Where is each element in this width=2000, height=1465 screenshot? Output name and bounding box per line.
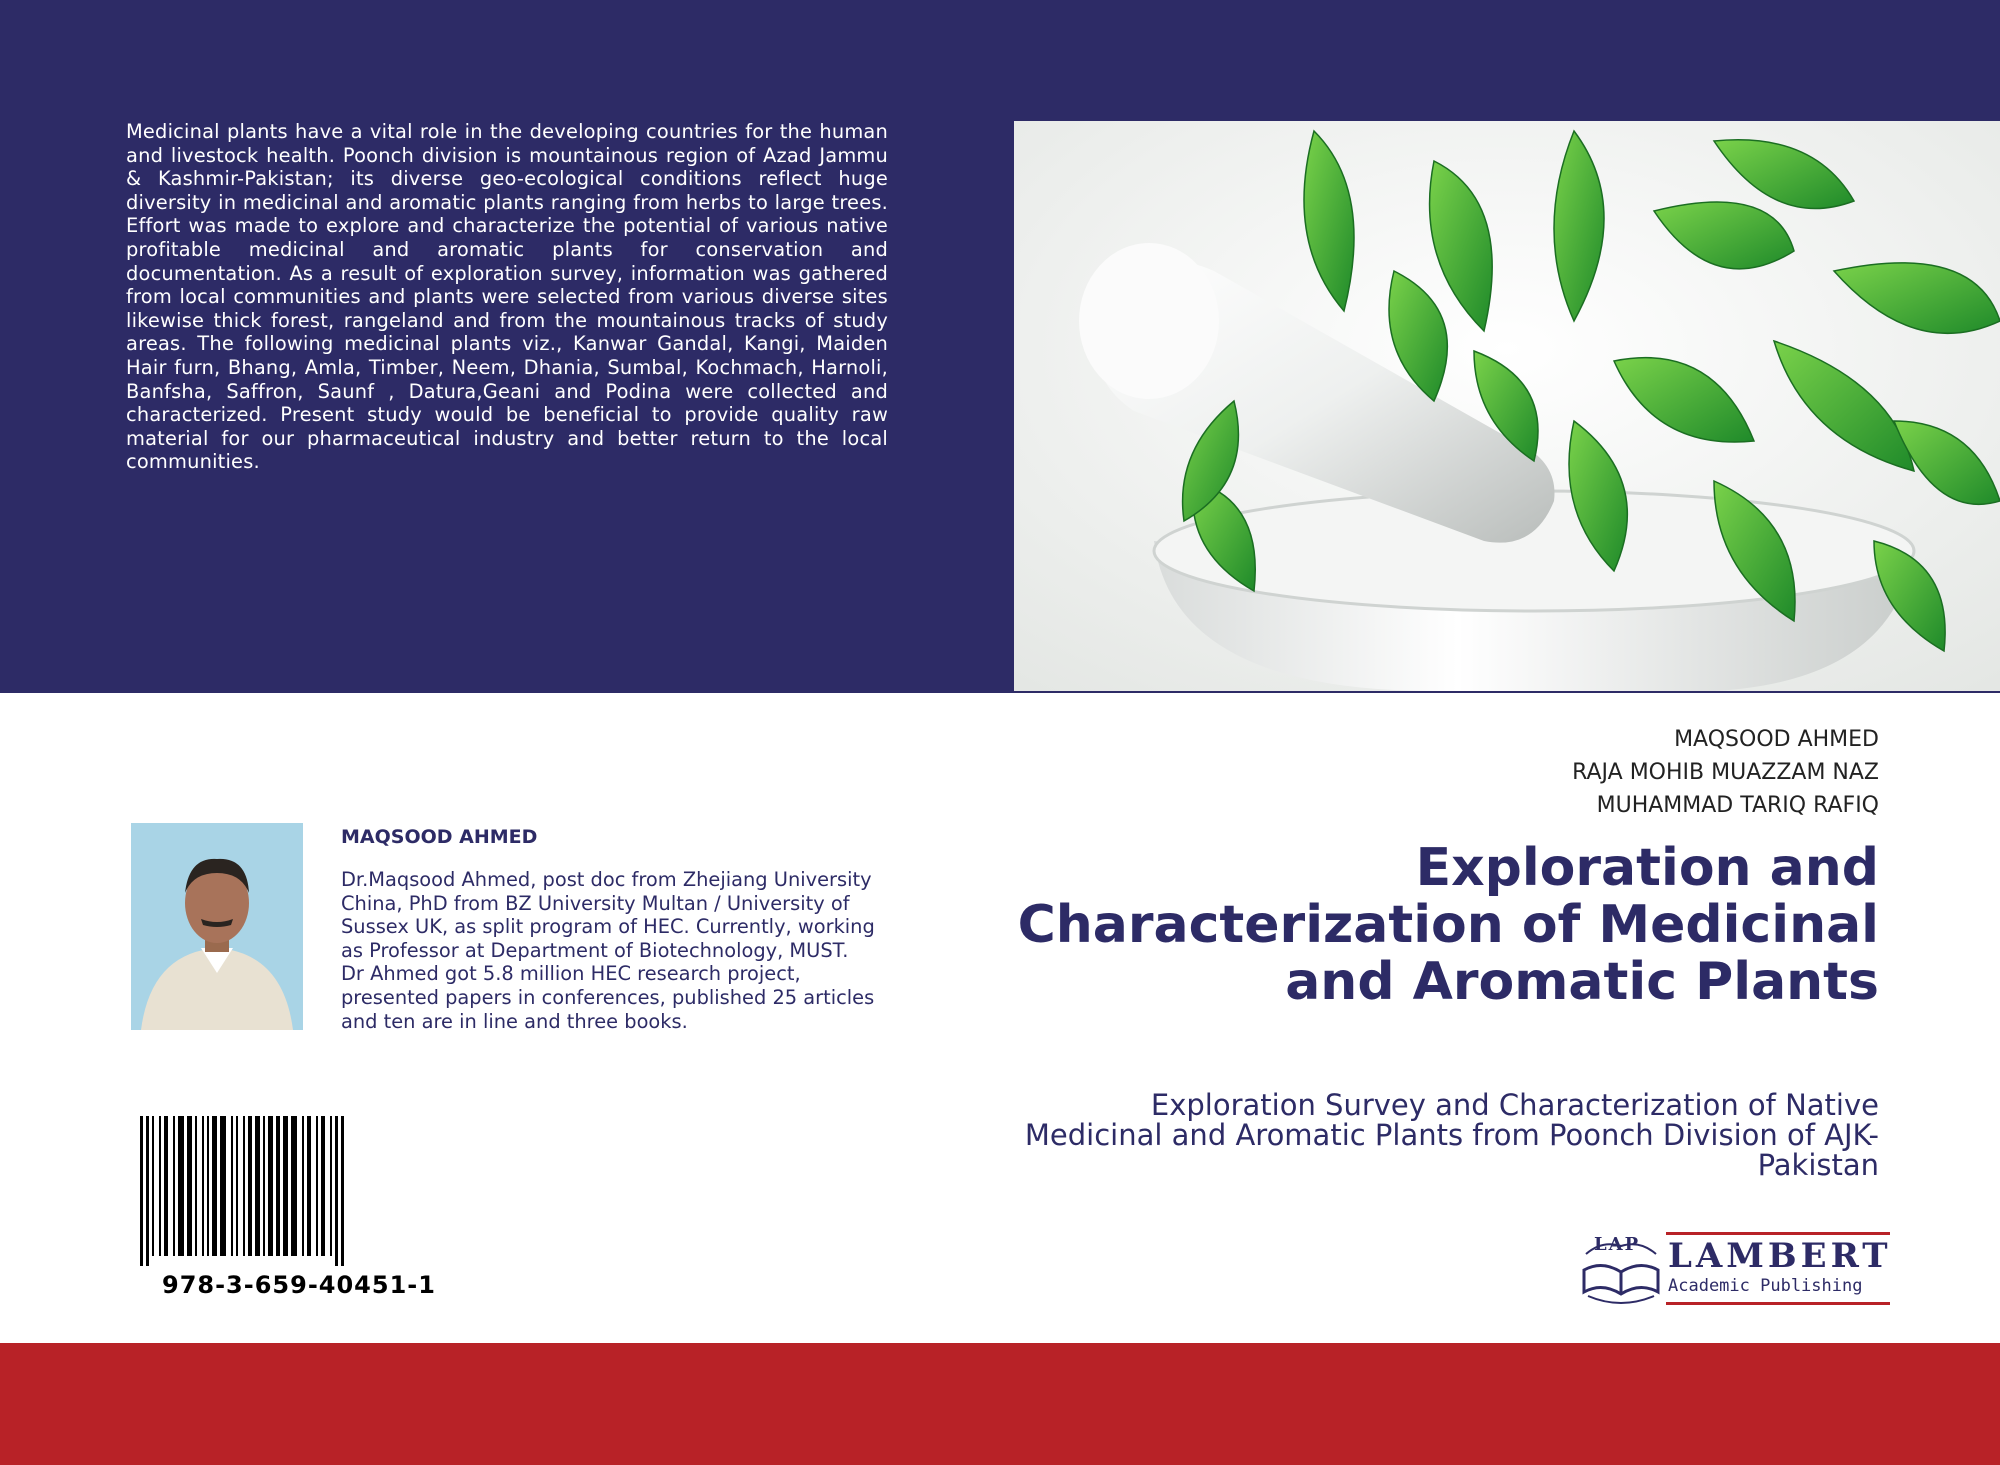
- barcode-bar: [207, 1116, 209, 1256]
- barcode-svg: [138, 1116, 420, 1266]
- barcode-bar: [283, 1116, 288, 1256]
- barcode-bar: [255, 1116, 260, 1256]
- barcode-icon: [138, 1116, 420, 1266]
- author-list: [1572, 723, 1879, 822]
- barcode-bar: [330, 1116, 332, 1256]
- barcode-bar: [152, 1116, 154, 1256]
- barcode-bar: [321, 1116, 325, 1256]
- bottom-band: [0, 1343, 2000, 1465]
- author-name: MUHAMMAD TARIQ RAFIQ: [1596, 793, 1879, 818]
- barcode-bar: [263, 1116, 265, 1256]
- book-subtitle: Exploration Survey and Characterization of Native Medicinal and Aromatic Plants from Poonch Division of AJK-Pakistan: [1024, 1088, 1879, 1182]
- barcode-bar: [231, 1116, 233, 1256]
- barcode-bar: [341, 1116, 344, 1266]
- logo-rule-top: [1666, 1232, 1890, 1235]
- publisher-name: LAMBERT: [1668, 1236, 1892, 1276]
- barcode-bar: [302, 1116, 304, 1256]
- book-title: Exploration and Characterization of Medicinal and Aromatic Plants: [1017, 838, 1879, 1012]
- barcode-bar: [268, 1116, 273, 1256]
- barcode-bar: [248, 1116, 252, 1256]
- barcode-bar: [316, 1116, 318, 1256]
- publisher-logo: [1578, 1230, 1890, 1310]
- barcode-bar: [307, 1116, 311, 1256]
- cover-photo-svg: [1014, 121, 2000, 691]
- author-name: MAQSOOD AHMED: [1674, 727, 1879, 752]
- barcode-bar: [212, 1116, 217, 1256]
- author-biography: Dr.Maqsood Ahmed, post doc from Zhejiang University China, PhD from BZ University Multan / University of Sussex UK, as split program of HEC. Currently, working as Professor at Department of Biotechnology, MUST. Dr Ahmed got 5.8 million HEC research project, presented papers in conferences, published 25 articles and ten are in line and three books.: [341, 868, 875, 1033]
- barcode-bar: [173, 1116, 175, 1256]
- publisher-mark: LAP: [1594, 1234, 1641, 1255]
- back-cover-blurb: Medicinal plants have a vital role in the developing countries for the human and livestock health. Poonch division is mountainous region of Azad Jammu & Kashmir-Pakistan; its diverse geo-ecological conditions reflect huge diversity in medicinal and aromatic plants ranging from herbs to large trees. Effort was made to explore and characterize the potential of various native profitable medicinal and aromatic plants for conservation and documentation. As a result of exploration survey, information was gathered from local communities and plants were selected from various diverse sites likewise thick forest, rangeland and from the mountainous tracks of study areas. The following medicinal plants viz., Kanwar Gandal, Kangi, Maiden Hair furn, Bhang, Amla, Timber, Neem, Dhania, Sumbal, Kochmach, Harnoli, Banfsha, Saffron, Saunf , Datura,Geani and Podina were collected and characterized. Present study would be beneficial to provide quality raw material for our pharmaceutical industry and better return to the local communities.: [126, 120, 888, 474]
- barcode-bar: [335, 1116, 338, 1266]
- barcode-bar: [146, 1116, 149, 1266]
- bio-author-name: MAQSOOD AHMED: [341, 826, 538, 848]
- barcode-bar: [236, 1116, 238, 1256]
- isbn-number: 978-3-659-40451-1: [162, 1271, 436, 1299]
- barcode-bar: [178, 1116, 184, 1256]
- mortar-pestle-with-mint-image: [1014, 121, 2000, 691]
- author-name: RAJA MOHIB MUAZZAM NAZ: [1572, 760, 1879, 785]
- barcode-bar: [276, 1116, 280, 1256]
- author-portrait-svg: [131, 823, 303, 1030]
- author-portrait-image: [131, 823, 303, 1030]
- publisher-tagline: Academic Publishing: [1668, 1276, 1863, 1296]
- logo-rule-bottom: [1666, 1302, 1890, 1305]
- barcode-bar: [164, 1116, 168, 1256]
- barcode-bar: [195, 1116, 197, 1256]
- barcode-bar: [187, 1116, 192, 1256]
- barcode-bar: [202, 1116, 204, 1256]
- barcode-bar: [159, 1116, 161, 1256]
- barcode-bar: [291, 1116, 297, 1256]
- barcode-bar: [243, 1116, 245, 1256]
- barcode-bar: [140, 1116, 143, 1266]
- barcode-bar: [220, 1116, 226, 1256]
